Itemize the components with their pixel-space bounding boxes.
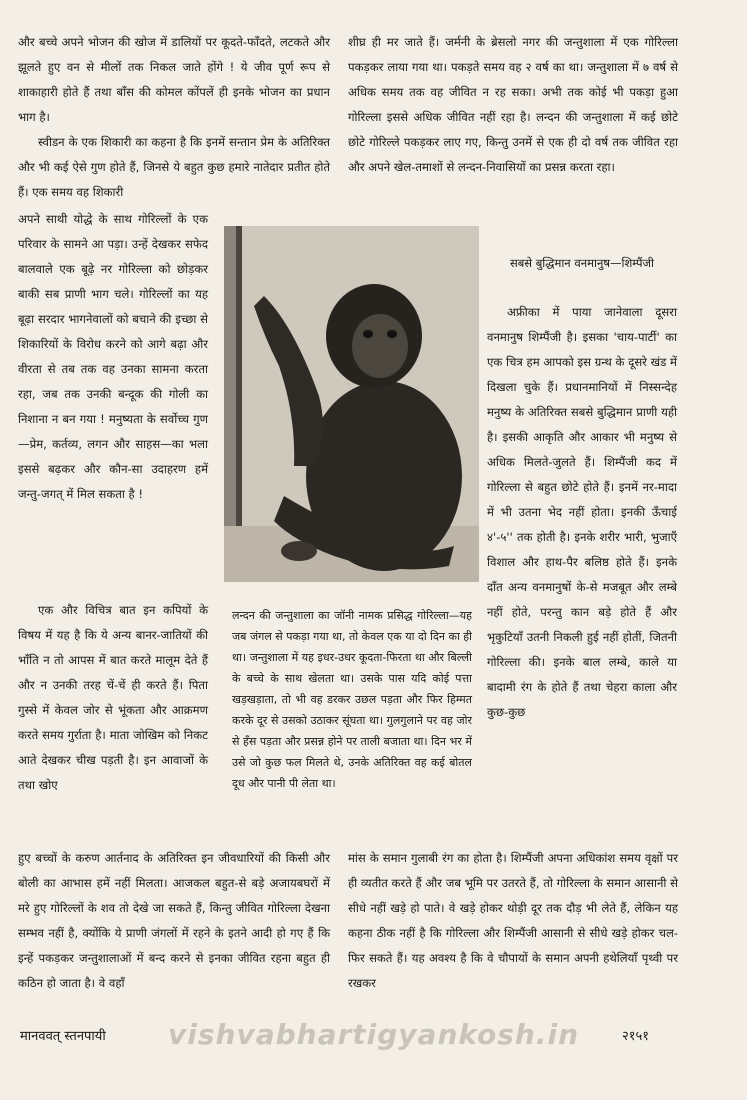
paragraph-swedish-hunter: स्वीडन के एक शिकारी का कहना है कि इनमें सन्तान प्रेम के अतिरिक्त और भी कई ऐसे गुण होते हैं, जिनसे ये बहुत कुछ हमारे नातेदार प्रतीत होते हैं। एक समय वह शिकारी	[18, 135, 330, 199]
page-number: २१५१	[622, 1029, 650, 1044]
footer-section-title: मानववत् स्तनपायी	[20, 1029, 106, 1044]
paragraph-zoo-gorilla: शीघ्र ही मर जाते हैं। जर्मनी के ब्रेसलो नगर की जन्तुशाला में एक गोरिल्ला पकड़कर लाया गया था। पकड़ते समय वह २ वर्ष का था। जन्तुशाला में ७ वर्ष से अधिक समय तक वह जीवित न रह सका। अभी तक कोई भी पकड़ा हुआ गोरिल्ला इससे अधिक जीवित नहीं रहा है। लन्दन की जन्तुशाला में कई छोटे छोटे गोरिल्ले पकड़कर लाए गए, किन्तु उनमें से एक ही दो वर्ष तक जीवित रहा और अपने खेल-तमाशों से लन्दन-निवासियों का प्रसन्न करता रहा।	[348, 35, 678, 174]
section-heading-chimpanzee: सबसे बुद्धिमान वनमानुष—शिम्पैंजी	[509, 256, 655, 270]
column-right-chimpanzee	[487, 300, 677, 725]
paragraph-chimpanzee: अफ्रीका में पाया जानेवाला दूसरा वनमानुष शिम्पैंजी है। इसका 'चाय-पार्टी' का एक चित्र हम आपको इस ग्रन्थ के दूसरे खंड में दिखला चुके हैं। प्रधानमानियों में निस्सन्देह मनुष्य के अतिरिक्त सबसे बुद्धिमान प्राणी यही है। इसकी आकृति और आकार भी मनुष्य से अधिक मिलते-जुलते हैं। शिम्पैंजी कद में गोरिल्ला से बहुत छोटे होते हैं। इनमें नर-मादा में भी उतना भेद नहीं होता। इनकी ऊँचाई ४'-५'' तक होती है। इनके शरीर भारी, भुजाएँ विशाल और हाथ-पैर बलिष्ठ होते हैं। इनके दाँत अन्य वनमानुषों के-से मजबूत और लम्बे नहीं होते, परन्तु कान बड़े होते हैं और भृकुटियाँ उतनी निकली हुई नहीं होतीं, जितनी गोरिल्ला की। इनके बाल लम्बे, काले या बादामी रंग के होते हैं तथा चेहरा काला और कुछ-कुछ	[487, 305, 677, 719]
photo-caption: लन्दन की जन्तुशाला का जॉनी नामक प्रसिद्ध गोरिल्ला—यह जब जंगल से पकड़ा गया था, तो केवल एक या दो दिन का ही था। जन्तुशाला में यह इधर-उधर कूदता-फिरता था और बिल्ली के बच्चे के साथ खेलता था। उसके पास यदि कोई पत्ता खड़खड़ाता, तो भी वह डरकर उछल पड़ता और फिर हिम्मत करके दूर से उसको उठाकर सूंघता था। गुलगुलाने पर वह जोर से हँस पड़ता और प्रसन्न होने पर ताली बजाता था। दिन भर में उसे जो कुछ फल मिलते थे, उनके अतिरिक्त वह कई बोतल दूध और पानी पी लेता था।	[232, 609, 472, 790]
paragraph-intro: और बच्चे अपने भोजन की खोज में डालियों पर कूदते-फाँदते, लटकते और झूलते हुए वन से मीलों तक निकल जाते होंगे ! ये जीव पूर्ण रूप से शाकाहारी होते हैं तथा बाँस की कोमल कोंपलें ही इनके भोजन का प्रधान भाग है।	[18, 35, 330, 124]
paragraph-live-gorillas: हुए बच्चों के करुण आर्तनाद के अतिरिक्त इन जीवधारियों की किसी और बोली का आभास हमें नहीं मिलता। आजकल बहुत-से बड़े अजायबघरों में मरे हुए गोरिल्लों के शव तो देखे जा सकते हैं, किन्तु जीवित गोरिल्ला देखना सम्भव नहीं है, क्योंकि ये प्राणी जंगलों में रहने के इतने आदी हो गए हैं कि इन्हें पकड़कर जन्तुशालाओं में बन्द करने से इनका जीवित रहना बहुत ही कठिन हो जाता है। वे वहाँ	[18, 851, 330, 990]
column-right-bottom	[348, 846, 678, 996]
gorilla-photo-illustration	[224, 226, 479, 582]
paragraph-chimp-movement: मांस के समान गुलाबी रंग का होता है। शिम्पैंजी अपना अधिकांश समय वृक्षों पर ही व्यतीत करते हैं और जब भूमि पर उतरते हैं, तो गोरिल्ला के समान आसानी से सीधे नहीं खड़े हो पाते। वे खड़े होकर थोड़ी दूर तक दौड़ भी लेते हैं, लेकिन यह कहना ठीक नहीं है कि गोरिल्ला और शिम्पैंजी आसानी से सीधे खड़े होकर चल-फिर सकते हैं। यह अवश्य है कि वे चौपायों के समान अपनी हथेलियाँ पृथ्वी पर रखकर	[348, 851, 678, 990]
paragraph-gorilla-leader: अपने साथी योद्धे के साथ गोरिल्लों के एक परिवार के सामने आ पड़ा। उन्हें देखकर सफेद बालवाले एक बूढ़े नर गोरिल्ला को छोड़कर बाकी सब प्राणी भाग चले। गोरिल्लों का यह बूढ़ा सरदार भागनेवालों को बचाने की इच्छा से शिकारियों के विरोध करने को आगे बढ़ा और वीरता से तब तक वह उनका सामना करता रहा, जब तक उनकी बन्दूक की गोली का निशाना न बन गया ! मनुष्यता के सर्वोच्च गुण—प्रेम, कर्तव्य, लगन और साहस—का भला इससे बढ़कर और कौन-सा उदाहरण हमें जन्तु-जगत् में मिल सकता है !	[18, 212, 208, 501]
footer-watermark: vishvabhartigyankosh.in	[168, 1018, 580, 1051]
column-left-bottom	[18, 846, 330, 996]
gorilla-photo	[224, 226, 479, 582]
column-left-below	[18, 598, 208, 798]
column-left-narrow	[18, 207, 208, 507]
column-right-top	[348, 30, 678, 180]
paragraph-ape-voices: एक और विचित्र बात इन कपियों के विषय में यह है कि ये अन्य बानर-जातियों की भाँति न तो आपस में बात करते मालूम देते हैं और न उनकी तरह चें-चें ही करते हैं। पिता गुस्से में केवल जोर से भूंकता और आक्रमण करते समय गुर्राता है। माता जोखिम को निकट आते देखकर चीख पड़ती है। इन आवाजों के तथा खोए	[18, 603, 208, 792]
column-left-top	[18, 30, 330, 205]
